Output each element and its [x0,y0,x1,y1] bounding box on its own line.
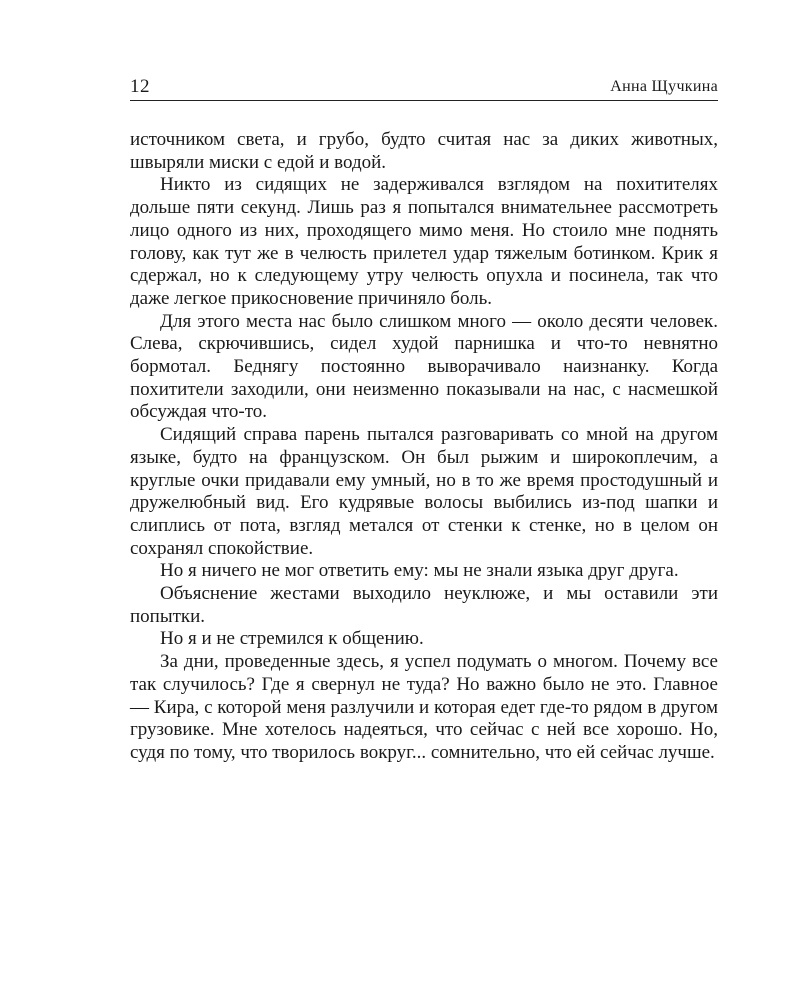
paragraph: За дни, проведенные здесь, я успел подумать о многом. Почему все так случилось? Где я свернул не туда? Но важно было не это. Главное — Кира, с которой меня разлучили и которая едет где-то рядом в другом грузовике. Мне хотелось надеяться, что сейчас с ней все хорошо. Но, судя по тому, что творилось вокруг... сомнительно, что ей сейчас лучше. [130,651,718,763]
paragraph: Но я ничего не мог ответить ему: мы не знали языка друг друга. [160,560,679,582]
running-title: Анна Щучкина [610,78,718,95]
paragraph: Никто из сидящих не задерживался взглядом на похитителях дольше пяти секунд. Лишь раз я попытался внимательнее рассмотреть лицо одного из них, проходящего мимо меня. Но стоило мне поднять голову, как тут же в челюсть прилетел удар тяжелым ботинком. Крик я сдержал, но к следующему утру челюсть опухла и посинела, так что даже легкое прикосновение причиняло боль. [130,174,718,309]
paragraph: Сидящий справа парень пытался разговаривать со мной на другом языке, будто на французском. Он был рыжим и широкоплечим, а круглые очки придавали ему умный, но в то же время простодушный и дружелюбный вид. Его кудрявые волосы выбились из-под шапки и слиплись от пота, взгляд метался от стенки к стенке, но в целом он сохранял спокойствие. [130,424,718,559]
paragraph: Для этого места нас было слишком много — около десяти человек. Слева, скрючившись, сидел худой парнишка и что-то невнятно бормотал. Беднягу постоянно выворачивало наизнанку. Когда похитители заходили, они неизменно показывали на нас, с насмешкой обсуждая что-то. [130,310,718,423]
body-text [130,129,718,765]
running-header [130,70,718,101]
book-page [130,70,718,765]
paragraph: Но я и не стремился к общению. [160,628,424,650]
paragraph: источником света, и грубо, будто считая нас за диких животных, швыряли миски с едой и водой. [130,129,718,173]
page-number: 12 [130,76,150,97]
paragraph: Объяснение жестами выходило неуклюже, и мы оставили эти попытки. [130,583,718,627]
